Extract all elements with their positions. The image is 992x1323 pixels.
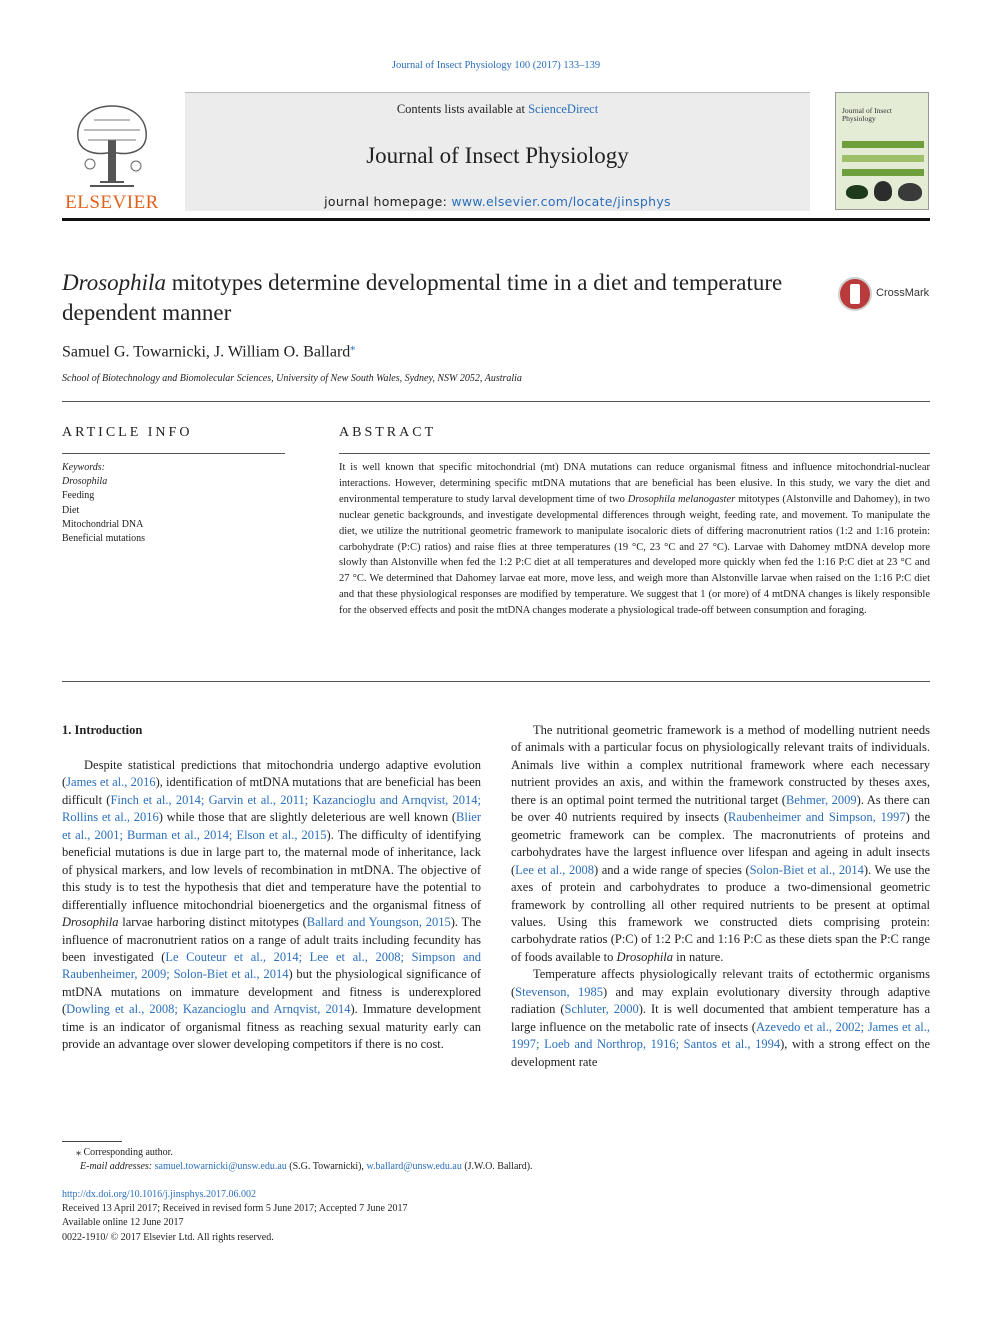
- body-text: larvae harboring distinct mitotypes (: [118, 915, 307, 930]
- body-text: ) and may explain evolutionary diversity through adaptive radiation (: [511, 984, 930, 1017]
- available-online: Available online 12 June 2017: [62, 1217, 184, 1229]
- citation-link[interactable]: Raubenheimer and Simpson, 1997: [728, 810, 906, 825]
- abstract-text: [339, 460, 930, 619]
- body-text: ), identification of mtDNA mutations that are beneficial has been difficult (: [62, 775, 482, 807]
- body-text: ) but the physiological significance of mtDNA mutations on immature development and fitness is underexplored (: [62, 967, 482, 1017]
- cover-band: [842, 155, 924, 162]
- body-text: Despite statistical predictions that mitochondria undergo adaptive evolution (: [62, 758, 481, 790]
- keywords-list: [62, 461, 145, 546]
- citation-link[interactable]: Schluter, 2000: [564, 1002, 639, 1017]
- header-divider: [62, 218, 930, 221]
- body-text: ), with a strong effect on the development rate: [511, 1037, 931, 1069]
- email-label: E-mail addresses:: [80, 1161, 155, 1172]
- body-text: ). It is well documented that ambient temperature has a large influence on the metabolic rate of insects (: [511, 1002, 931, 1034]
- abstract-italic: Drosophila melanogaster: [627, 493, 736, 505]
- citation-link[interactable]: Behmer, 2009: [785, 792, 857, 807]
- body-text: ) and a wide range of species (: [593, 862, 750, 877]
- author-list: [62, 342, 355, 361]
- email-owner: (S.G. Towarnicki),: [286, 1161, 367, 1172]
- abstract-part: It is well known that specific mitochondrial (mt) DNA mutations can reduce organismal fitness and influence mitochondrial-nuclear interactions. However, determining specific mtDNA mutations that are beneficial has been elusive. In this study, we vary the diet and environmental temperature to study larval development time of two: [339, 462, 930, 505]
- section-heading-introduction: 1. Introduction: [62, 723, 143, 737]
- crossmark-icon: [838, 277, 872, 311]
- title-italic: Drosophila: [62, 270, 166, 295]
- elsevier-logo[interactable]: [62, 100, 162, 212]
- body-paragraph: [511, 966, 930, 1071]
- body-paragraph: [62, 757, 481, 1054]
- article-info-heading: ARTICLE INFO: [62, 425, 193, 440]
- cover-title: Journal of Insect Physiology: [842, 106, 892, 123]
- abstract-heading: ABSTRACT: [339, 425, 437, 440]
- cover-insect-icon: [874, 181, 892, 201]
- keyword-item: Feeding: [62, 490, 95, 502]
- italic-term: Drosophila: [616, 949, 674, 964]
- body-text: ) while those that are slightly deleterious are well known (: [158, 810, 457, 825]
- divider: [62, 401, 930, 402]
- abstract-part: mitotypes (Alstonville and Dahomey), in two nuclear genetic backgrounds, and investigate developmental differences through weight, feeding rate, and movement. To manipulate the diet, we utilize the nutritional geometric framework to manipulate isocaloric diets of differing macronutrient ratios (1:2 and 1:16 protein: carbohydrate (P:C) ratios) and raise flies at three temperatures (19 °C, 23 °C and 27 °C). Larvae with Dahomey mtDNA develop more slowly than Alstonville when fed the 1:2 P:C diet at all temperatures and developed more quickly when fed the 1:16 P:C diet at 23 °C and 27 °C. We determined that Dahomey larvae eat more, move less, and weigh more than Alstonville larvae when raised on the 1:16 P:C diet and that these physiological responses are modified by temperature. We suggest that 1 (or more) of 4 mtDNA changes is likely responsible for the observed effects and posit the mtDNA changes moderate a physiological trade-off between consumption and foraging.: [339, 493, 930, 617]
- publication-info: [62, 1188, 407, 1245]
- corresponding-author-note: ⁎ Corresponding author.: [76, 1147, 173, 1158]
- homepage-line: [185, 194, 810, 209]
- cover-band: [842, 169, 924, 176]
- sciencedirect-link[interactable]: ScienceDirect: [528, 102, 599, 116]
- divider: [62, 453, 285, 454]
- elsevier-tree-icon: [70, 100, 154, 188]
- cover-insect-icon: [846, 185, 868, 199]
- citation-link[interactable]: Solon-Biet et al., 2014: [749, 862, 864, 877]
- cover-butterfly-icon: [898, 183, 922, 201]
- italic-term: Drosophila: [62, 915, 119, 930]
- body-text: ). As there can be over 40 nutrients required by insects (: [511, 792, 930, 825]
- citation-link[interactable]: Finch et al., 2014; Garvin et al., 2011; Kazancioglu and Arnqvist, 2014; Rollins et al., 2016: [62, 792, 482, 825]
- body-text: in nature.: [673, 949, 724, 964]
- crossmark-label: CrossMark: [876, 287, 930, 299]
- received-dates: Received 13 April 2017; Received in revised form 5 June 2017; Accepted 7 June 2017: [62, 1203, 408, 1215]
- email-owner: (J.W.O. Ballard).: [461, 1161, 533, 1172]
- journal-cover-thumbnail[interactable]: [835, 92, 929, 210]
- body-text: ). Immature development time is an indicator of organismal fitness as reaching sexual maturity early can provide an advantage over slower developing competitors if there is no cost.: [62, 1002, 481, 1052]
- citation-link[interactable]: Lee et al., 2008: [515, 862, 594, 877]
- citation-link[interactable]: Stevenson, 1985: [515, 984, 604, 999]
- citation-link[interactable]: Azevedo et al., 2002; James et al., 1997; Loeb and Northrop, 1916; Santos et al., 1994: [511, 1019, 930, 1052]
- keyword-item: Drosophila: [62, 476, 108, 488]
- authors-names[interactable]: Samuel G. Towarnicki, J. William O. Ballard: [62, 343, 351, 361]
- title-rest: mitotypes determine developmental time in a diet and temperature dependent manner: [62, 270, 783, 325]
- elsevier-wordmark: ELSEVIER: [65, 192, 159, 213]
- email-link[interactable]: samuel.towarnicki@unsw.edu.au: [154, 1161, 287, 1172]
- body-paragraph: [511, 722, 930, 966]
- body-text: Temperature affects physiologically relevant traits of ectothermic organisms (: [511, 967, 930, 999]
- citation-link[interactable]: Dowling et al., 2008; Kazancioglu and Arnqvist, 2014: [66, 1002, 351, 1017]
- body-text: ). The difficulty of identifying beneficial mutations is due in large part to, the maternal mode of inheritance, lack of physical markers, and low levels of recombination in mtDNA. The objective of this study is to test the hypothesis that diet and temperature have the potential to differentially influence mitochondrial bioenergetics and the organismal fitness of: [62, 827, 481, 912]
- journal-header-box: [185, 92, 810, 211]
- citation-link[interactable]: Ballard and Youngson, 2015: [306, 915, 451, 930]
- footnotes: [62, 1146, 533, 1174]
- body-column-left: [62, 757, 481, 1054]
- journal-title: Journal of Insect Physiology: [366, 143, 629, 168]
- keyword-item: Mitochondrial DNA: [62, 518, 144, 530]
- homepage-prefix: journal homepage:: [324, 194, 452, 209]
- email-link[interactable]: w.ballard@unsw.edu.au: [366, 1161, 462, 1172]
- homepage-link[interactable]: www.elsevier.com/locate/jinsphys: [451, 194, 671, 209]
- body-text: ). The influence of macronutrient ratios on a range of adult traits including fecundity has been investigated (: [62, 915, 482, 964]
- body-column-right: [511, 722, 930, 1071]
- crossmark-badge[interactable]: [838, 277, 938, 313]
- citation-link[interactable]: Blier et al., 2001; Burman et al., 2014; Elson et al., 2015: [62, 810, 482, 842]
- body-text: ) the geometric framework can be complex. The macronutrients of proteins and carbohydrates have the largest influence over lifespan and ageing in adult insects (: [511, 810, 930, 877]
- article-title: [62, 268, 802, 328]
- citation-link[interactable]: Le Couteur et al., 2014; Lee et al., 2008; Simpson and Raubenheimer, 2009; Solon-Biet et al., 2014: [62, 949, 481, 982]
- copyright: 0022-1910/ © 2017 Elsevier Ltd. All rights reserved.: [62, 1231, 274, 1243]
- citation-link[interactable]: James et al., 2016: [66, 775, 156, 790]
- contents-line: [185, 102, 810, 117]
- keyword-item: Diet: [62, 504, 80, 516]
- body-text: ). We use the axes of protein and carbohydrates to produce a two-dimensional geometric framework by controlling all other required nutrients to be present at optimal values. Using this framework we constructed diets comprising protein: carbohydrate ratios (P:C) of 1:2 P:C and 1:16 P:C as these diets span the P:C range of foods available to: [511, 862, 930, 964]
- cover-band: [842, 141, 924, 148]
- corresponding-author-mark[interactable]: ⁎: [350, 342, 356, 353]
- divider: [339, 453, 930, 454]
- email-line: [62, 1160, 533, 1174]
- affiliation: School of Biotechnology and Biomolecular Sciences, University of New South Wales, Sydney, NSW 2052, Australia: [62, 373, 522, 384]
- divider: [62, 681, 930, 682]
- keyword-item: Beneficial mutations: [62, 533, 146, 545]
- doi-link[interactable]: http://dx.doi.org/10.1016/j.jinsphys.2017.06.002: [62, 1189, 256, 1200]
- contents-prefix: Contents lists available at: [396, 102, 529, 116]
- body-text: The nutritional geometric framework is a method of modelling nutrient needs of animals with a particular focus on physiologically relevant traits of individuals. Animals live within a complex nutritional framework where each necessary nutrient provides an axis, and within the framework constructed by theses axes, there is an optimal point termed the nutritional target (: [511, 723, 930, 807]
- footnote-divider: [62, 1141, 122, 1142]
- journal-citation[interactable]: Journal of Insect Physiology 100 (2017) 133–139: [391, 60, 601, 71]
- keywords-label: Keywords:: [62, 462, 105, 473]
